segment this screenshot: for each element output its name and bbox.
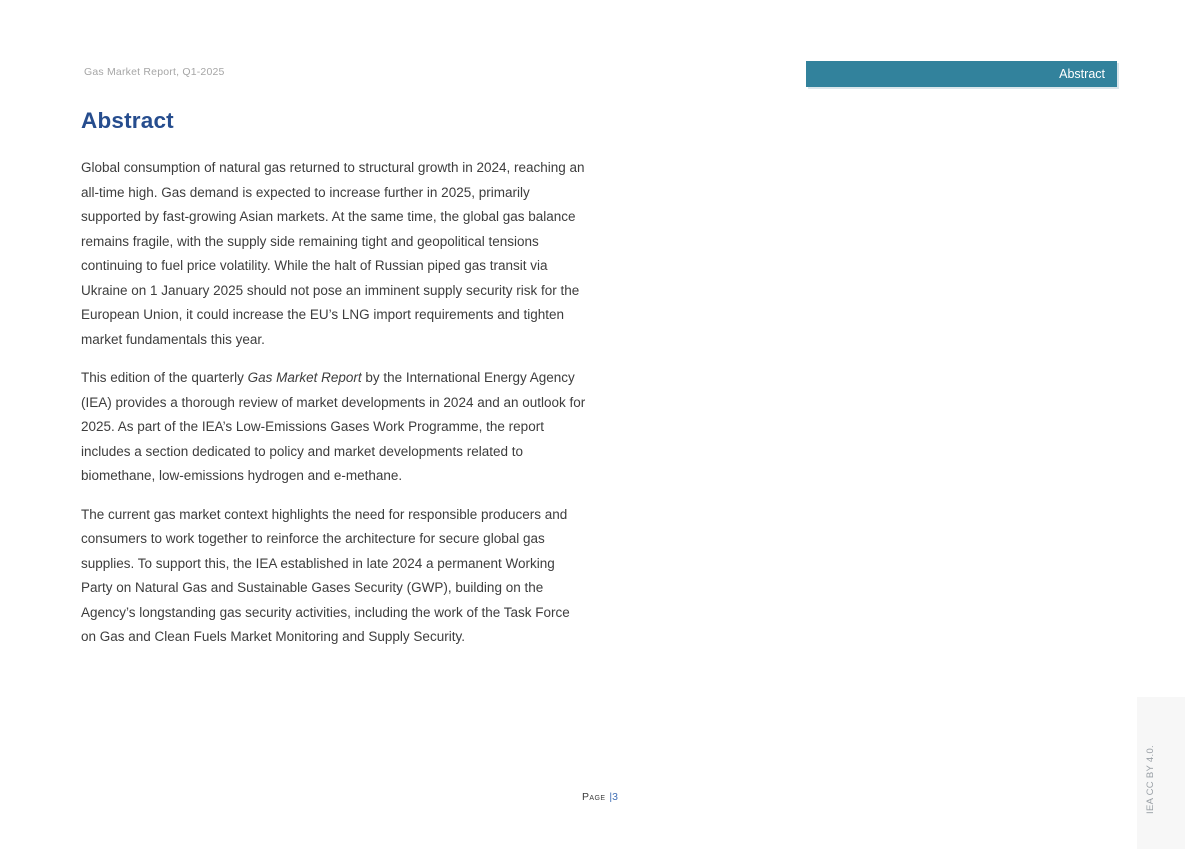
paragraph-2-before-italic: This edition of the quarterly [81, 370, 248, 385]
paragraph-2 [81, 366, 586, 489]
license-note: IEA CC BY 4.0. [1145, 745, 1156, 814]
running-header: Gas Market Report, Q1-2025 [84, 66, 225, 78]
page-footer-label: Page [582, 791, 606, 803]
paragraph-1: Global consumption of natural gas returned to structural growth in 2024, reaching an all-time high. Gas demand is expected to increase further in 2025, primarily supported by fast-growing Asian markets. At the same time, the global gas balance remains fragile, with the supply side remaining tight and geopolitical tensions continuing to fuel price volatility. While the halt of Russian piped gas transit via Ukraine on 1 January 2025 should not pose an imminent supply security risk for the European Union, it could increase the EU’s LNG import requirements and tighten market fundamentals this year. [81, 160, 585, 347]
paragraph-2-after-italic: by the International Energy Agency (IEA) provides a thorough review of market developments in 2024 and an outlook for 2025. As part of the IEA’s Low-Emissions Gases Work Programme, the report includes a section dedicated to policy and market developments related to biomethane, low-emissions hydrogen and e-methane. [81, 370, 586, 483]
report-title-italic: Gas Market Report [247, 370, 362, 385]
section-banner [806, 61, 1117, 87]
page-title: Abstract [81, 108, 174, 133]
page-footer [0, 791, 1200, 803]
page-footer-number: |3 [609, 791, 618, 803]
paragraph-3: The current gas market context highlights the need for responsible producers and consumers to work together to reinforce the architecture for secure global gas supplies. To support this, the IEA established in late 2024 a permanent Working Party on Natural Gas and Sustainable Gases Security (GWP), building on the Agency’s longstanding gas security activities, including the work of the Task Force on Gas and Clean Fuels Market Monitoring and Supply Security. [81, 506, 570, 644]
section-banner-label: Abstract [1059, 67, 1105, 81]
content-column [81, 108, 586, 664]
